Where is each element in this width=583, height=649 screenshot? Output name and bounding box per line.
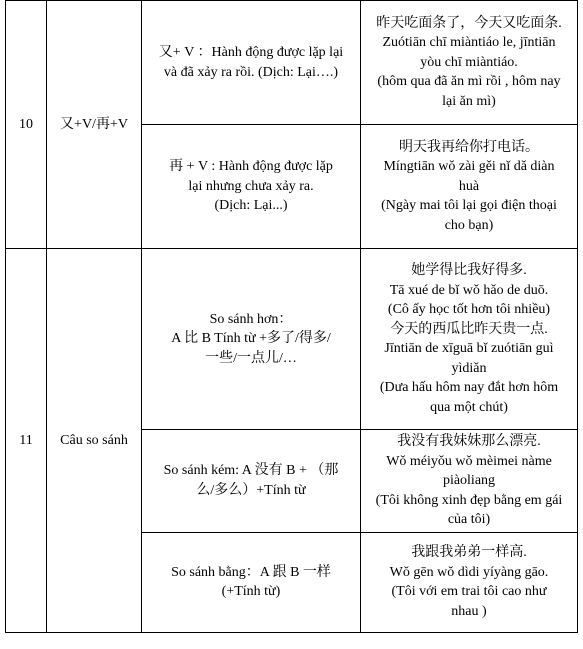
- example-translation: (Tôi không xinh đẹp bằng em gái: [375, 492, 563, 508]
- example-hanzi: 昨天吃面条了，今天又吃面条.: [376, 15, 562, 31]
- topic-label: Câu so sánh: [60, 432, 128, 448]
- row-number: 10: [19, 116, 33, 132]
- structure-line: 又+ V ：Hành động được lặp lại: [158, 45, 344, 60]
- example-hanzi: 今天的西瓜比昨天贵一点.: [390, 321, 548, 337]
- example-pinyin: Wǒ gēn wǒ dìdi yíyàng gāo.: [389, 564, 549, 580]
- structure-line: So sánh hơn：: [209, 311, 293, 327]
- example-translation: cho bạn): [444, 217, 494, 233]
- topic-label: 又+V/再+V: [60, 116, 128, 132]
- example-translation: của tôi): [447, 512, 491, 527]
- example-translation: (Dưa hấu hôm nay đắt hơn hôm: [379, 380, 559, 395]
- example-cell: [361, 125, 578, 249]
- row-number-cell: [6, 249, 47, 633]
- example-translation: nhau ): [451, 603, 487, 619]
- structure-cell: [142, 1, 361, 125]
- table-row: [6, 249, 578, 430]
- structure-line: So sánh bằng：A 跟 B 一样: [171, 564, 331, 580]
- structure-line: 再 + V : Hành động được lặp: [169, 159, 333, 175]
- example-translation: (Ngày mai tôi lại gọi điện thoại: [381, 198, 557, 214]
- structure-line: 么/多么）+Tính từ: [196, 482, 306, 498]
- structure-line: (+Tính từ): [221, 584, 281, 599]
- example-hanzi: 我跟我弟弟一样高.: [411, 545, 527, 560]
- structure-line: lại nhưng chưa xảy ra.: [188, 178, 314, 194]
- example-pinyin: yòu chī miàntiáo.: [420, 54, 518, 70]
- structure-line: (Dịch: Lại...): [214, 198, 288, 214]
- example-translation: (Tôi với em trai tôi cao như: [391, 584, 547, 599]
- structure-line: So sánh kém: A 没有 B + （那: [163, 463, 339, 479]
- structure-cell: [142, 249, 361, 430]
- table-row: [6, 1, 578, 125]
- example-cell: [361, 249, 578, 430]
- structure-cell: [142, 532, 361, 632]
- topic-cell: [47, 249, 142, 633]
- structure-line: và đã xảy ra rồi. (Dịch: Lại….): [163, 64, 339, 80]
- topic-cell: [47, 1, 142, 249]
- example-translation: (hôm qua đã ăn mì rồi , hôm nay: [377, 74, 561, 90]
- row-number: 11: [19, 432, 33, 448]
- example-cell: [361, 532, 578, 632]
- row-number-cell: [6, 1, 47, 249]
- example-cell: [361, 1, 578, 125]
- structure-cell: [142, 430, 361, 533]
- example-pinyin: yìdiǎn: [451, 360, 487, 376]
- structure-line: 一些/一点儿/…: [205, 350, 297, 366]
- example-pinyin: huà: [458, 178, 480, 194]
- example-pinyin: Wǒ méiyǒu wǒ mèimei nàme: [386, 453, 552, 469]
- grammar-table: [5, 0, 578, 633]
- example-hanzi: 她学得比我好得多.: [411, 263, 527, 278]
- example-pinyin: piàoliang: [442, 473, 496, 488]
- example-pinyin: Tā xué de bǐ wǒ hǎo de duō.: [389, 282, 549, 298]
- example-hanzi: 明天我再给你打电话。: [399, 139, 539, 155]
- example-translation: (Cô ấy học tốt hơn tôi nhiều): [387, 302, 551, 317]
- structure-line: A 比 B Tính từ +多了/得多/: [171, 331, 331, 347]
- example-translation: qua một chút): [430, 399, 508, 415]
- example-pinyin: Zuótiān chī miàntiáo le, jīntiān: [382, 35, 556, 51]
- example-hanzi: 我没有我妹妹那么漂亮.: [397, 434, 541, 449]
- example-pinyin: Míngtiān wǒ zài gěi nǐ dǎ diàn: [383, 159, 555, 175]
- example-cell: [361, 430, 578, 533]
- example-translation: lại ăn mì): [442, 93, 496, 109]
- structure-cell: [142, 125, 361, 249]
- example-pinyin: Jīntiān de xīguā bǐ zuótiān guì: [384, 341, 554, 356]
